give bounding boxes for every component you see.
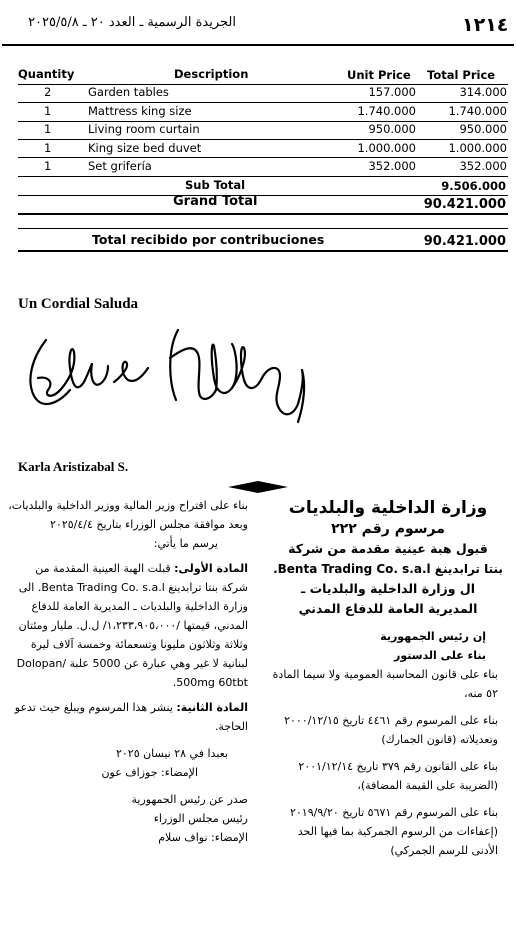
unit-price-cell: 1.000.000 [357, 141, 416, 155]
invoice-table [0, 0, 516, 260]
row-rule [18, 139, 508, 140]
section-divider [228, 480, 288, 494]
decree-date: بعبدا في ٢٨ نيسان ٢٠٢٥ [115, 747, 228, 760]
subtotal-rule [18, 195, 508, 196]
row-rule [18, 176, 508, 177]
signer-name: Karla Aristizabal S. [18, 459, 129, 474]
col-header-total-price: Total Price [427, 68, 496, 82]
decree-subject-line: ال وزارة الداخلية والبلديات ـ [300, 581, 476, 596]
total-price-cell: 352.000 [459, 159, 507, 173]
unit-price-cell: 950.000 [368, 122, 416, 136]
page-number: ١٢١٤ [462, 14, 509, 36]
approval-clause: وبعد موافقة مجلس الوزراء بتاريخ ٢٠٢٥/٤/٤ [50, 518, 248, 531]
decree-number: مرسوم رقم ٢٢٢ [331, 521, 445, 537]
preamble-clause: بناء على المرسوم رقم ٥٦٧١ تاريخ ٢٠١٩/٩/٢٠ (إعفاءات من الرسوم الجمركية بما فيها الحد الأدنى للرسم الجمركي) [289, 806, 498, 857]
preamble-president: إن رئيس الجمهورية [380, 630, 486, 643]
unit-price-cell: 1.740.000 [357, 104, 416, 118]
received-value: 90.421.000 [423, 234, 506, 249]
decree-subject-line: المديرية العامة للدفاع المدني [298, 601, 478, 616]
issued-by: صدر عن رئيس الجمهورية [131, 793, 248, 806]
grand-total-rule [18, 213, 508, 215]
handwritten-signature [18, 318, 318, 430]
total-price-cell: 1.000.000 [448, 141, 507, 155]
qty-cell: 1 [44, 122, 52, 136]
description-cell: Set grifería [88, 159, 152, 173]
table-row [18, 104, 508, 122]
prime-minister-title: رئيس مجلس الوزراء [153, 812, 248, 825]
subtotal-label: Sub Total [185, 178, 246, 192]
grand-total-value: 90.421.000 [423, 197, 506, 212]
article-2 [6, 698, 258, 736]
unit-price-cell: 352.000 [368, 159, 416, 173]
description-cell: Living room curtain [88, 122, 200, 136]
col-header-quantity: Quantity [18, 67, 75, 81]
table-row [18, 85, 508, 103]
row-rule [18, 102, 508, 103]
qty-cell: 1 [44, 141, 52, 155]
received-label: Total recibido por contribuciones [92, 232, 325, 247]
total-price-cell: 1.740.000 [448, 104, 507, 118]
qty-cell: 1 [44, 159, 52, 173]
preamble-clause: بناء على المرسوم رقم ٤٤٦١ تاريخ ٢٠٠٠/١٢/١٥ وتعديلاته (قانون الجمارك) [284, 714, 498, 746]
president-signature: الإمضاء: جوزاف عون [101, 766, 198, 779]
decree-subject-line: قبول هبة عينية مقدمة من شركة [288, 541, 488, 556]
decree-subject-line: بنتا ترابدينغ Benta Trading Co. s.a.l. [273, 562, 503, 576]
article-1-text: قبلت الهبة العينية المقدمة من شركة بنتا ترابدينغ Benta Trading Co. s.a.l. الى وزارة الداخلية والبلديات ـ المديرية العامة للدفاع المدني، قيمتها /١،٢٣٣،٩٠٥،٠٠٠/ ل.ل. مليار ومئتان وثلاثة وثلاثون مليونا وتسعمائة وخمسة آلاف ليرة لبنانية لا غير وهي عبارة عن 5000 علبة /Dolopan 500mg 60tbt. [16, 562, 248, 689]
qty-cell: 2 [44, 85, 52, 99]
received-top-rule [18, 228, 508, 229]
table-row [18, 122, 508, 140]
article-2-text: ينشر هذا المرسوم ويبلغ حيث تدعو الحاجة. [14, 701, 248, 733]
decrees-clause: يرسم ما يأتي: [153, 537, 218, 550]
description-cell: Mattress king size [88, 104, 192, 118]
article-1-label: المادة الأولى: [174, 562, 248, 575]
preamble-clause: بناء على القانون رقم ٣٧٩ تاريخ ٢٠٠١/١٢/١٤ (الضريبة على القيمة المضافة)، [298, 760, 498, 792]
ministry-title: وزارة الداخلية والبلديات [288, 498, 488, 518]
description-cell: Garden tables [88, 85, 169, 99]
total-price-cell: 314.000 [459, 85, 507, 99]
preamble-constitution: بناء على الدستور [394, 649, 486, 662]
total-price-cell: 950.000 [459, 122, 507, 136]
decree-left-column [6, 496, 258, 847]
col-header-description: Description [174, 67, 249, 81]
decree-right-column [268, 497, 508, 860]
preamble-clause: بناء على اقتراح وزير المالية ووزير الداخلية والبلديات، [8, 499, 248, 512]
grand-total-label: Grand Total [173, 194, 258, 209]
subtotal-value: 9.506.000 [441, 179, 506, 193]
gazette-header-title: الجريدة الرسمية ـ العدد ٢٠ ـ ٢٠٢٥/٥/٨ [28, 15, 236, 30]
article-1 [6, 559, 258, 692]
qty-cell: 1 [44, 104, 52, 118]
row-rule [18, 157, 508, 158]
closing-salutation: Un Cordial Saluda [18, 296, 139, 312]
col-header-unit-price: Unit Price [347, 68, 411, 82]
prime-minister-signature: الإمضاء: نواف سلام [158, 831, 248, 844]
article-2-label: المادة الثانية: [176, 701, 248, 714]
preamble-clause: بناء على قانون المحاسبة العمومية ولا سيما المادة ٥٢ منه، [272, 668, 498, 700]
description-cell: King size bed duvet [88, 141, 202, 155]
unit-price-cell: 157.000 [368, 85, 416, 99]
table-row [18, 159, 508, 177]
received-bottom-rule [18, 250, 508, 252]
